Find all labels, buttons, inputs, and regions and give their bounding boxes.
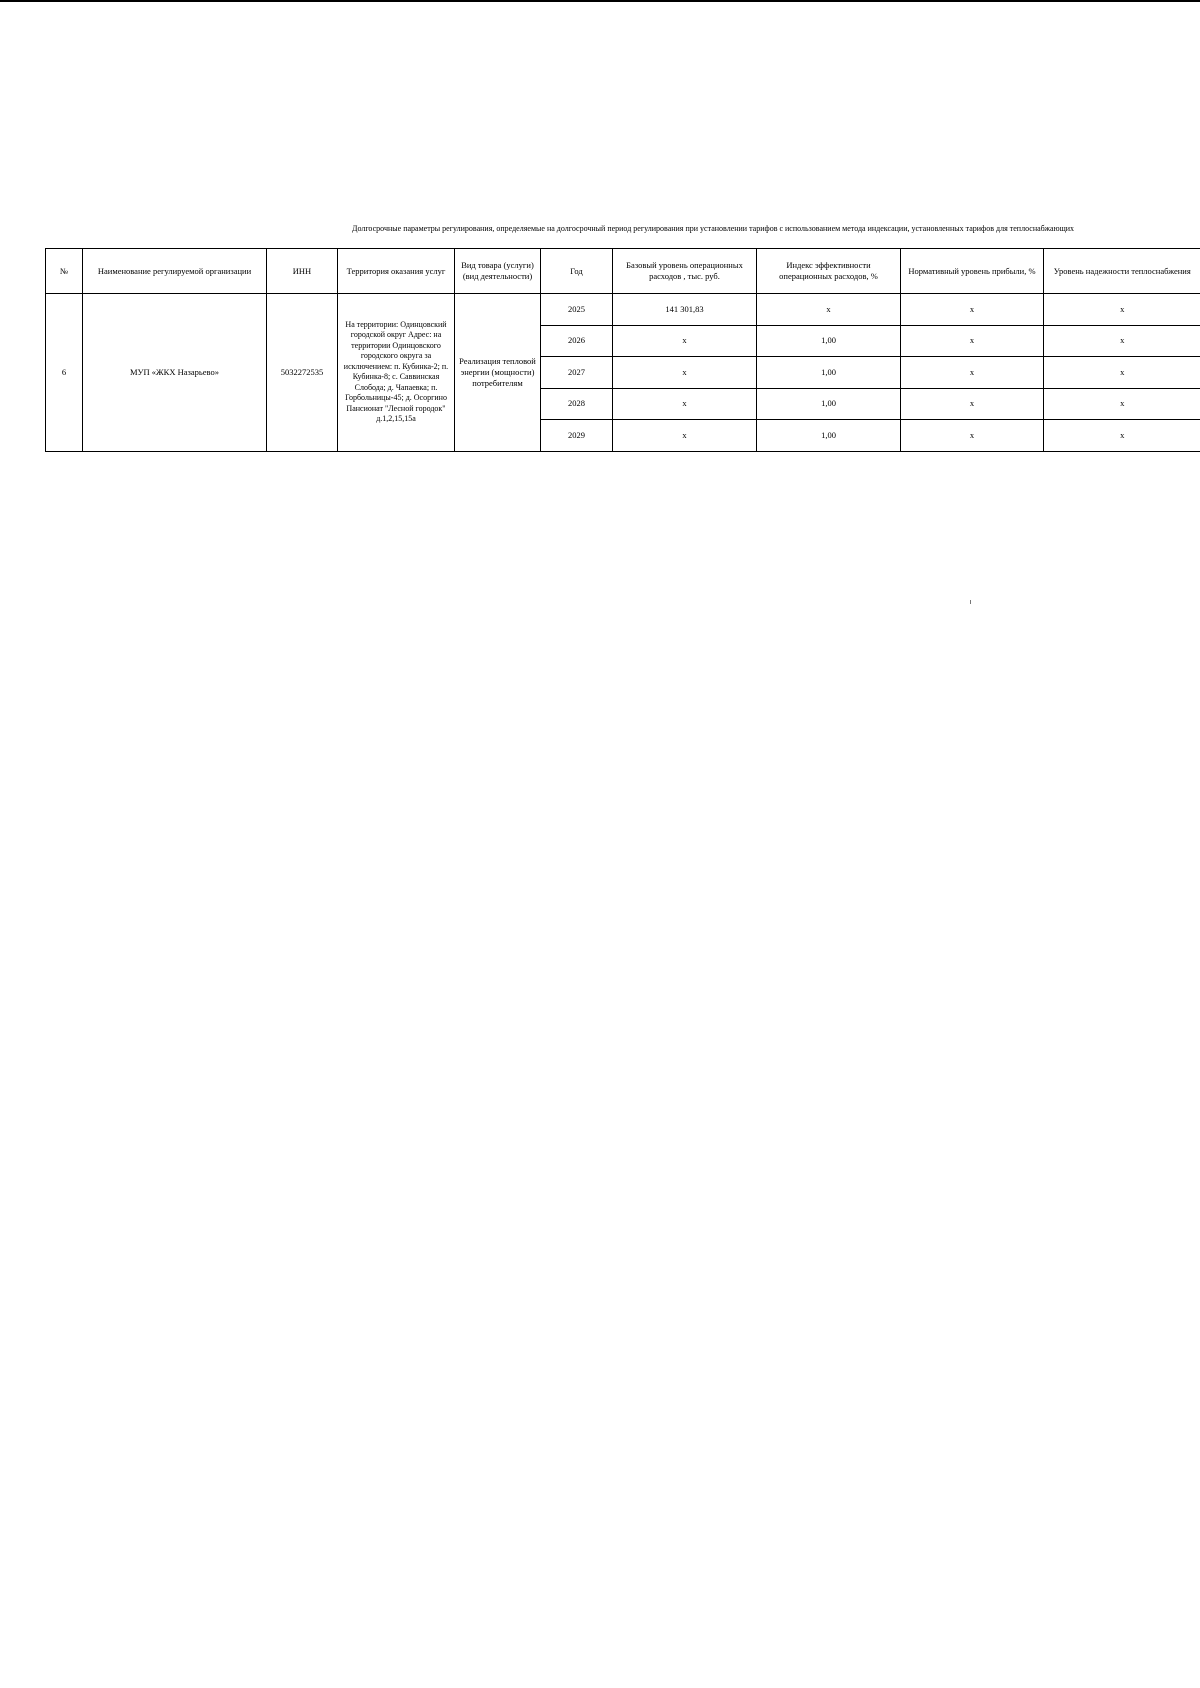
table-caption: Долгосрочные параметры регулирования, определяемые на долгосрочный период регулирования при установлении тарифов с использованием метода индексации, установленных тарифов для теплоснабжающих (352, 224, 1075, 233)
header-service-type: Вид товара (услуги) (вид деятельности) (455, 249, 541, 294)
cell-efficiency-index: 1,00 (757, 388, 901, 420)
cell-year: 2028 (541, 388, 613, 420)
cell-base-opex: х (613, 388, 757, 420)
header-base-opex: Базовый уровень операционных расходов , тыс. руб. (613, 249, 757, 294)
cell-reliability: х (1044, 388, 1200, 420)
cell-reliability: х (1044, 420, 1200, 452)
cell-reliability: х (1044, 357, 1200, 389)
cell-inn: 5032272535 (267, 294, 338, 452)
cell-reliability: х (1044, 325, 1200, 357)
table-header-row (46, 249, 1200, 294)
header-profit-level: Нормативный уровень прибыли, % (901, 249, 1044, 294)
cell-territory: На территории: Одинцовский городской округ Адрес: на территории Одинцовского городского округа за исключением: п. Кубинка-2; п. Кубинка-8; с. Саввинская Слобода; д. Чапаевка; п. Горбольницы-45; д. Осоргино Пансионат "Лесной городок" д.1,2,15,15а (338, 294, 455, 452)
cell-number: 6 (46, 294, 83, 452)
cell-year: 2027 (541, 357, 613, 389)
cell-organization-name: МУП «ЖКХ Назарьево» (83, 294, 267, 452)
table-row (46, 294, 1200, 326)
header-inn: ИНН (267, 249, 338, 294)
cell-base-opex: х (613, 357, 757, 389)
header-reliability: Уровень надежности теплоснабжения (1044, 249, 1200, 294)
page-top-edge (0, 0, 1200, 2)
header-efficiency-index: Индекс эффективности операционных расходов, % (757, 249, 901, 294)
header-territory: Территория оказания услуг (338, 249, 455, 294)
cell-efficiency-index: 1,00 (757, 325, 901, 357)
cell-reliability: х (1044, 294, 1200, 326)
cell-base-opex: 141 301,83 (613, 294, 757, 326)
regulation-parameters-table (45, 248, 1200, 452)
header-organization-name: Наименование регулируемой организации (83, 249, 267, 294)
cell-service-type: Реализация тепловой энергии (мощности) потребителям (455, 294, 541, 452)
cell-efficiency-index: 1,00 (757, 420, 901, 452)
cell-profit-level: х (901, 294, 1044, 326)
cell-year: 2029 (541, 420, 613, 452)
cell-year: 2026 (541, 325, 613, 357)
cell-profit-level: х (901, 325, 1044, 357)
scan-speck (970, 600, 971, 604)
cell-year: 2025 (541, 294, 613, 326)
cell-base-opex: х (613, 420, 757, 452)
header-year: Год (541, 249, 613, 294)
cell-base-opex: х (613, 325, 757, 357)
cell-efficiency-index: 1,00 (757, 357, 901, 389)
cell-profit-level: х (901, 420, 1044, 452)
cell-profit-level: х (901, 388, 1044, 420)
cell-efficiency-index: х (757, 294, 901, 326)
header-number: № (46, 249, 83, 294)
cell-profit-level: х (901, 357, 1044, 389)
